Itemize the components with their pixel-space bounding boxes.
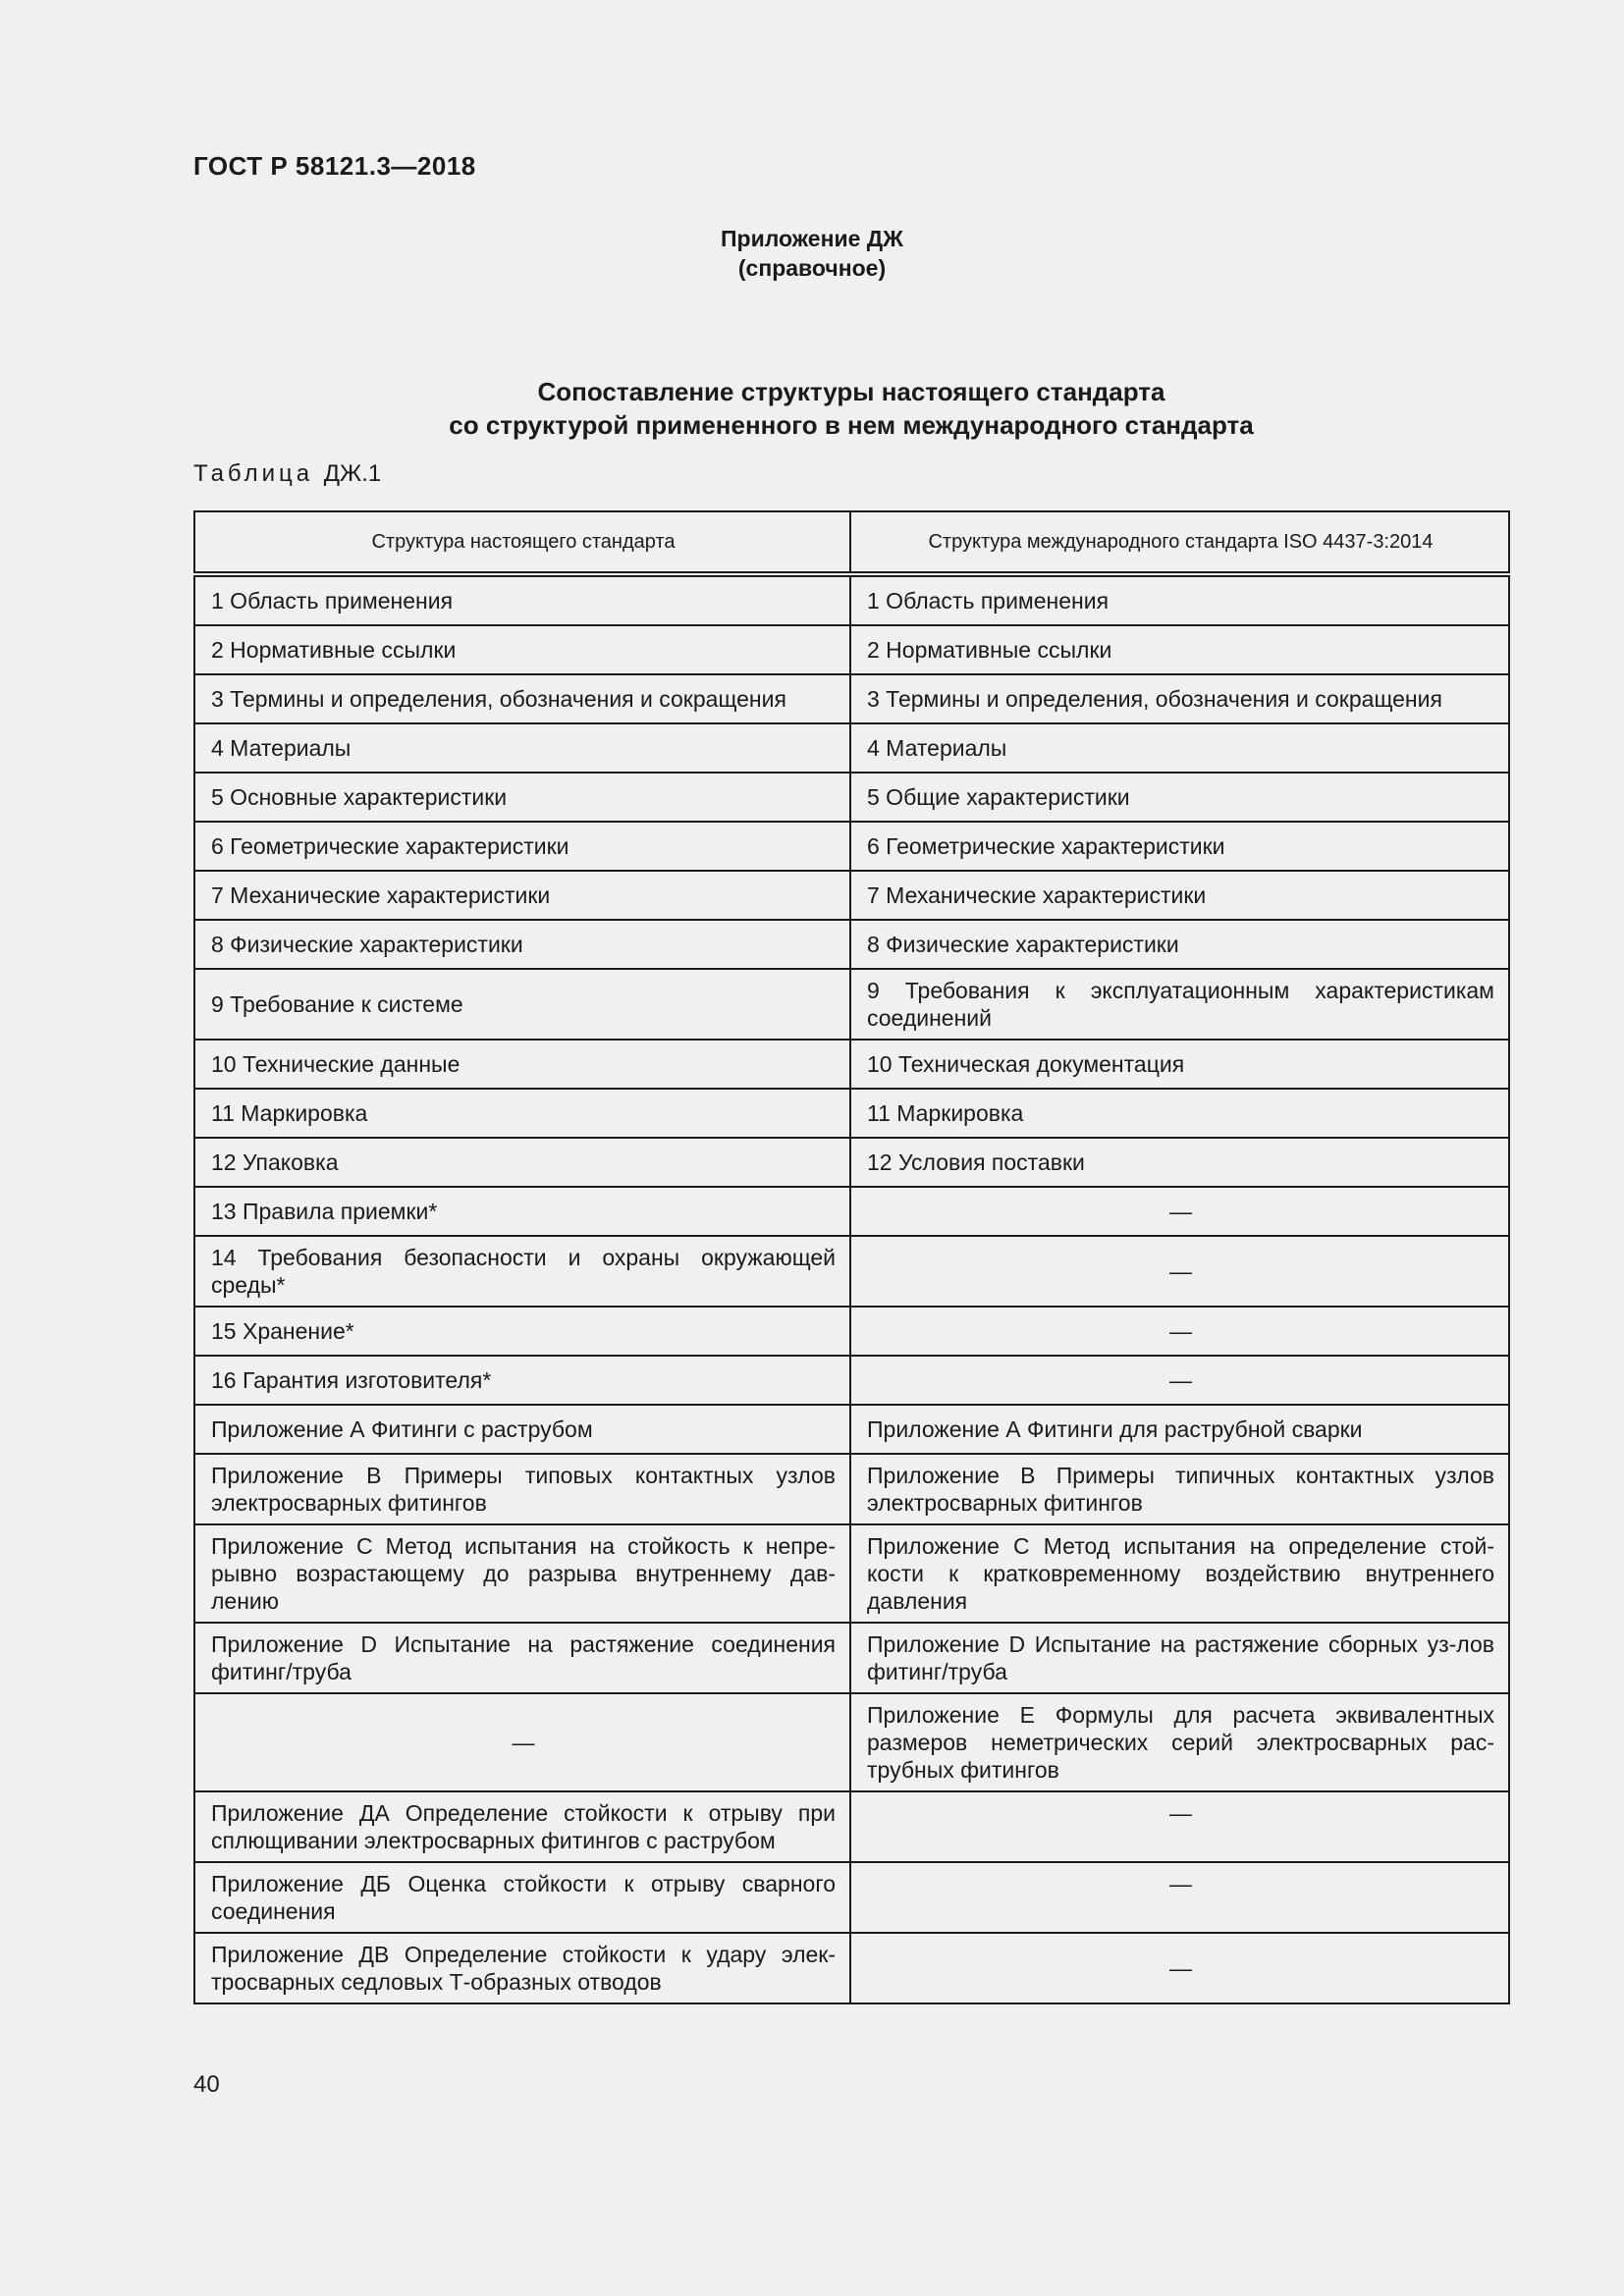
cell-current: Приложение ДА Определение стойкости к отрыву при сплющивании электросварных фитингов с раструбом: [194, 1791, 850, 1862]
cell-international: 12 Условия поставки: [850, 1138, 1509, 1187]
cell-international: —: [850, 1862, 1509, 1933]
cell-current: 1 Область применения: [194, 574, 850, 625]
table-caption-number: ДЖ.1: [323, 460, 382, 487]
table-row: [194, 1307, 1509, 1356]
table-row: [194, 674, 1509, 723]
cell-current: Приложение ДБ Оценка стойкости к отрыву сварного соединения: [194, 1862, 850, 1933]
cell-current: Приложение D Испытание на растяжение соединения фитинг/труба: [194, 1623, 850, 1693]
table-caption-label: Таблица: [193, 460, 314, 487]
table-row: [194, 1138, 1509, 1187]
cell-international: —: [850, 1236, 1509, 1307]
cell-international: 9 Требования к эксплуатационным характеристикам соединений: [850, 969, 1509, 1040]
table-caption: [193, 460, 381, 488]
cell-current: 7 Механические характеристики: [194, 871, 850, 920]
table-row: [194, 1524, 1509, 1623]
page-number: 40: [193, 2071, 220, 2098]
cell-international: —: [850, 1187, 1509, 1236]
cell-current: —: [194, 1693, 850, 1791]
table-row: [194, 1356, 1509, 1405]
document-code: ГОСТ Р 58121.3—2018: [193, 151, 476, 181]
cell-international: —: [850, 1791, 1509, 1862]
appendix-label: Приложение ДЖ: [721, 226, 903, 251]
cell-current: Приложение ДВ Определение стойкости к удару элек-тросварных седловых Т-образных отводов: [194, 1933, 850, 2003]
cell-current: 9 Требование к системе: [194, 969, 850, 1040]
cell-international: —: [850, 1307, 1509, 1356]
structure-comparison-table: [193, 510, 1510, 2004]
cell-current: Приложение С Метод испытания на стойкость к непре-рывно возрастающему до разрыва внутреннему дав-лению: [194, 1524, 850, 1623]
cell-current: 6 Геометрические характеристики: [194, 822, 850, 871]
table-row: [194, 1693, 1509, 1791]
table-row: [194, 723, 1509, 773]
header-international-standard: Структура международного стандарта ISO 4437-3:2014: [850, 511, 1509, 574]
appendix-type: (справочное): [737, 255, 887, 281]
cell-international: 2 Нормативные ссылки: [850, 625, 1509, 674]
table-row: [194, 871, 1509, 920]
table-row: [194, 773, 1509, 822]
cell-international: 11 Маркировка: [850, 1089, 1509, 1138]
table-row: [194, 1089, 1509, 1138]
cell-international: 6 Геометрические характеристики: [850, 822, 1509, 871]
table-header-row: [194, 511, 1509, 574]
cell-international: 8 Физические характеристики: [850, 920, 1509, 969]
title-line-2: со структурой примененного в нем международного стандарта: [449, 410, 1254, 440]
cell-current: 14 Требования безопасности и охраны окружающей среды*: [194, 1236, 850, 1307]
cell-international: 10 Техническая документация: [850, 1040, 1509, 1089]
table-row: [194, 1040, 1509, 1089]
cell-current: 8 Физические характеристики: [194, 920, 850, 969]
table-row: [194, 1236, 1509, 1307]
table-row: [194, 625, 1509, 674]
title-line-1: Сопоставление структуры настоящего стандарта: [537, 377, 1165, 406]
table-row: [194, 822, 1509, 871]
cell-current: 10 Технические данные: [194, 1040, 850, 1089]
table-row: [194, 969, 1509, 1040]
cell-current: 11 Маркировка: [194, 1089, 850, 1138]
cell-current: 5 Основные характеристики: [194, 773, 850, 822]
cell-international: Приложение D Испытание на растяжение сборных уз-лов фитинг/труба: [850, 1623, 1509, 1693]
cell-current: 2 Нормативные ссылки: [194, 625, 850, 674]
cell-current: Приложение В Примеры типовых контактных узлов электросварных фитингов: [194, 1454, 850, 1524]
table-row: [194, 1933, 1509, 2003]
cell-current: 13 Правила приемки*: [194, 1187, 850, 1236]
table-row: [194, 920, 1509, 969]
cell-international: 7 Механические характеристики: [850, 871, 1509, 920]
table-row: [194, 574, 1509, 625]
cell-current: 12 Упаковка: [194, 1138, 850, 1187]
cell-current: Приложение А Фитинги с раструбом: [194, 1405, 850, 1454]
cell-international: —: [850, 1356, 1509, 1405]
cell-international: Приложение А Фитинги для раструбной сварки: [850, 1405, 1509, 1454]
document-title: [0, 375, 1624, 442]
cell-current: 3 Термины и определения, обозначения и сокращения: [194, 674, 850, 723]
cell-current: 16 Гарантия изготовителя*: [194, 1356, 850, 1405]
cell-international: 3 Термины и определения, обозначения и сокращения: [850, 674, 1509, 723]
appendix-heading: [0, 224, 1624, 283]
cell-international: —: [850, 1933, 1509, 2003]
cell-international: Приложение В Примеры типичных контактных узлов электросварных фитингов: [850, 1454, 1509, 1524]
cell-international: 1 Область применения: [850, 574, 1509, 625]
cell-international: 4 Материалы: [850, 723, 1509, 773]
table-row: [194, 1454, 1509, 1524]
header-current-standard: Структура настоящего стандарта: [194, 511, 850, 574]
table-row: [194, 1405, 1509, 1454]
cell-international: Приложение Е Формулы для расчета эквивалентных размеров неметрических серий электросварных рас-трубных фитингов: [850, 1693, 1509, 1791]
table-row: [194, 1791, 1509, 1862]
table-row: [194, 1187, 1509, 1236]
cell-international: 5 Общие характеристики: [850, 773, 1509, 822]
table-row: [194, 1623, 1509, 1693]
cell-international: Приложение С Метод испытания на определение стой-кости к кратковременному воздействию внутреннего давления: [850, 1524, 1509, 1623]
table-row: [194, 1862, 1509, 1933]
cell-current: 4 Материалы: [194, 723, 850, 773]
cell-current: 15 Хранение*: [194, 1307, 850, 1356]
